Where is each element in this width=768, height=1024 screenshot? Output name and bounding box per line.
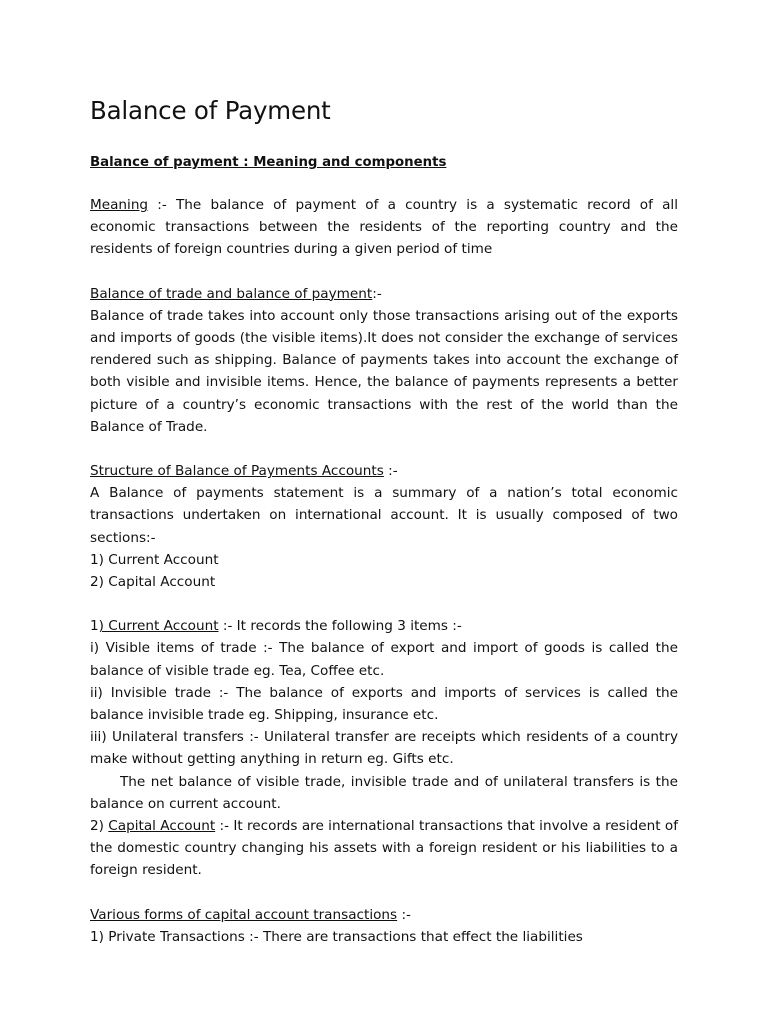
structure-heading-line: [90, 460, 678, 482]
forms-item-private: 1) Private Transactions :- There are transactions that effect the liabilities: [90, 928, 583, 945]
capital-paragraph: [90, 815, 678, 882]
current-invisible-item: ii) Invisible trade :- The balance of exports and imports of services is called the balance invisible trade eg. Shipping, insurance etc.: [90, 684, 678, 724]
trade-separator: :-: [372, 285, 382, 302]
document-title: Balance of Payment: [90, 96, 331, 125]
forms-separator: :-: [397, 906, 411, 923]
trade-paragraph: Balance of trade takes into account only those transactions arising out of the exports and imports of goods (the visible items).It does not consider the exchange of services rendered such as shipping. Balance of payments takes into account the exchange of both visible and invisible items. Hence, the balance of payments represents a better picture of a country’s economic transactions with the rest of the world than the Balance of Trade.: [90, 307, 678, 435]
meaning-paragraph: [90, 194, 678, 261]
structure-paragraph: A Balance of payments statement is a summary of a nation’s total economic transactions undertaken on international account. It is usually composed of two sections:-: [90, 485, 678, 546]
trade-heading-line: [90, 283, 678, 305]
capital-text: :- It records are international transactions that involve a resident of the domestic country changing his assets with a foreign resident or his liabilities to a foreign resident.: [90, 818, 679, 879]
capital-heading: Capital Account: [108, 818, 216, 835]
capital-prefix: 2): [90, 818, 109, 835]
current-heading-line: [90, 615, 678, 637]
structure-item-capital: 2) Capital Account: [90, 574, 216, 591]
meaning-separator: :-: [148, 197, 176, 213]
structure-item-current: 1) Current Account: [90, 551, 219, 568]
current-prefix: 1: [90, 618, 99, 635]
meaning-text: The balance of payment of a country is a systematic record of all economic transactions between the residents of the reporting country and the residents of foreign countries during a given period of time: [90, 197, 678, 258]
forms-heading-line: [90, 904, 678, 926]
structure-heading: Structure of Balance of Payments Accounts: [90, 463, 384, 480]
current-heading: ) Current Account: [98, 618, 219, 635]
current-separator: :- It records the following 3 items :-: [218, 618, 462, 635]
forms-heading: Various forms of capital account transactions: [90, 906, 398, 923]
subtitle: Balance of payment : Meaning and components: [90, 155, 447, 170]
current-visible-item: i) Visible items of trade :- The balance of export and import of goods is called the balance of visible trade eg. Tea, Coffee etc.: [90, 640, 678, 679]
structure-separator: :-: [383, 463, 398, 480]
meaning-heading: Meaning: [90, 197, 149, 213]
current-net-paragraph: The net balance of visible trade, invisible trade and of unilateral transfers is the balance on current account.: [90, 773, 678, 812]
trade-heading: Balance of trade and balance of payment: [90, 285, 373, 302]
current-unilateral-item: iii) Unilateral transfers :- Unilateral transfer are receipts which residents of a country make without getting anything in return eg. Gifts etc.: [90, 729, 678, 768]
